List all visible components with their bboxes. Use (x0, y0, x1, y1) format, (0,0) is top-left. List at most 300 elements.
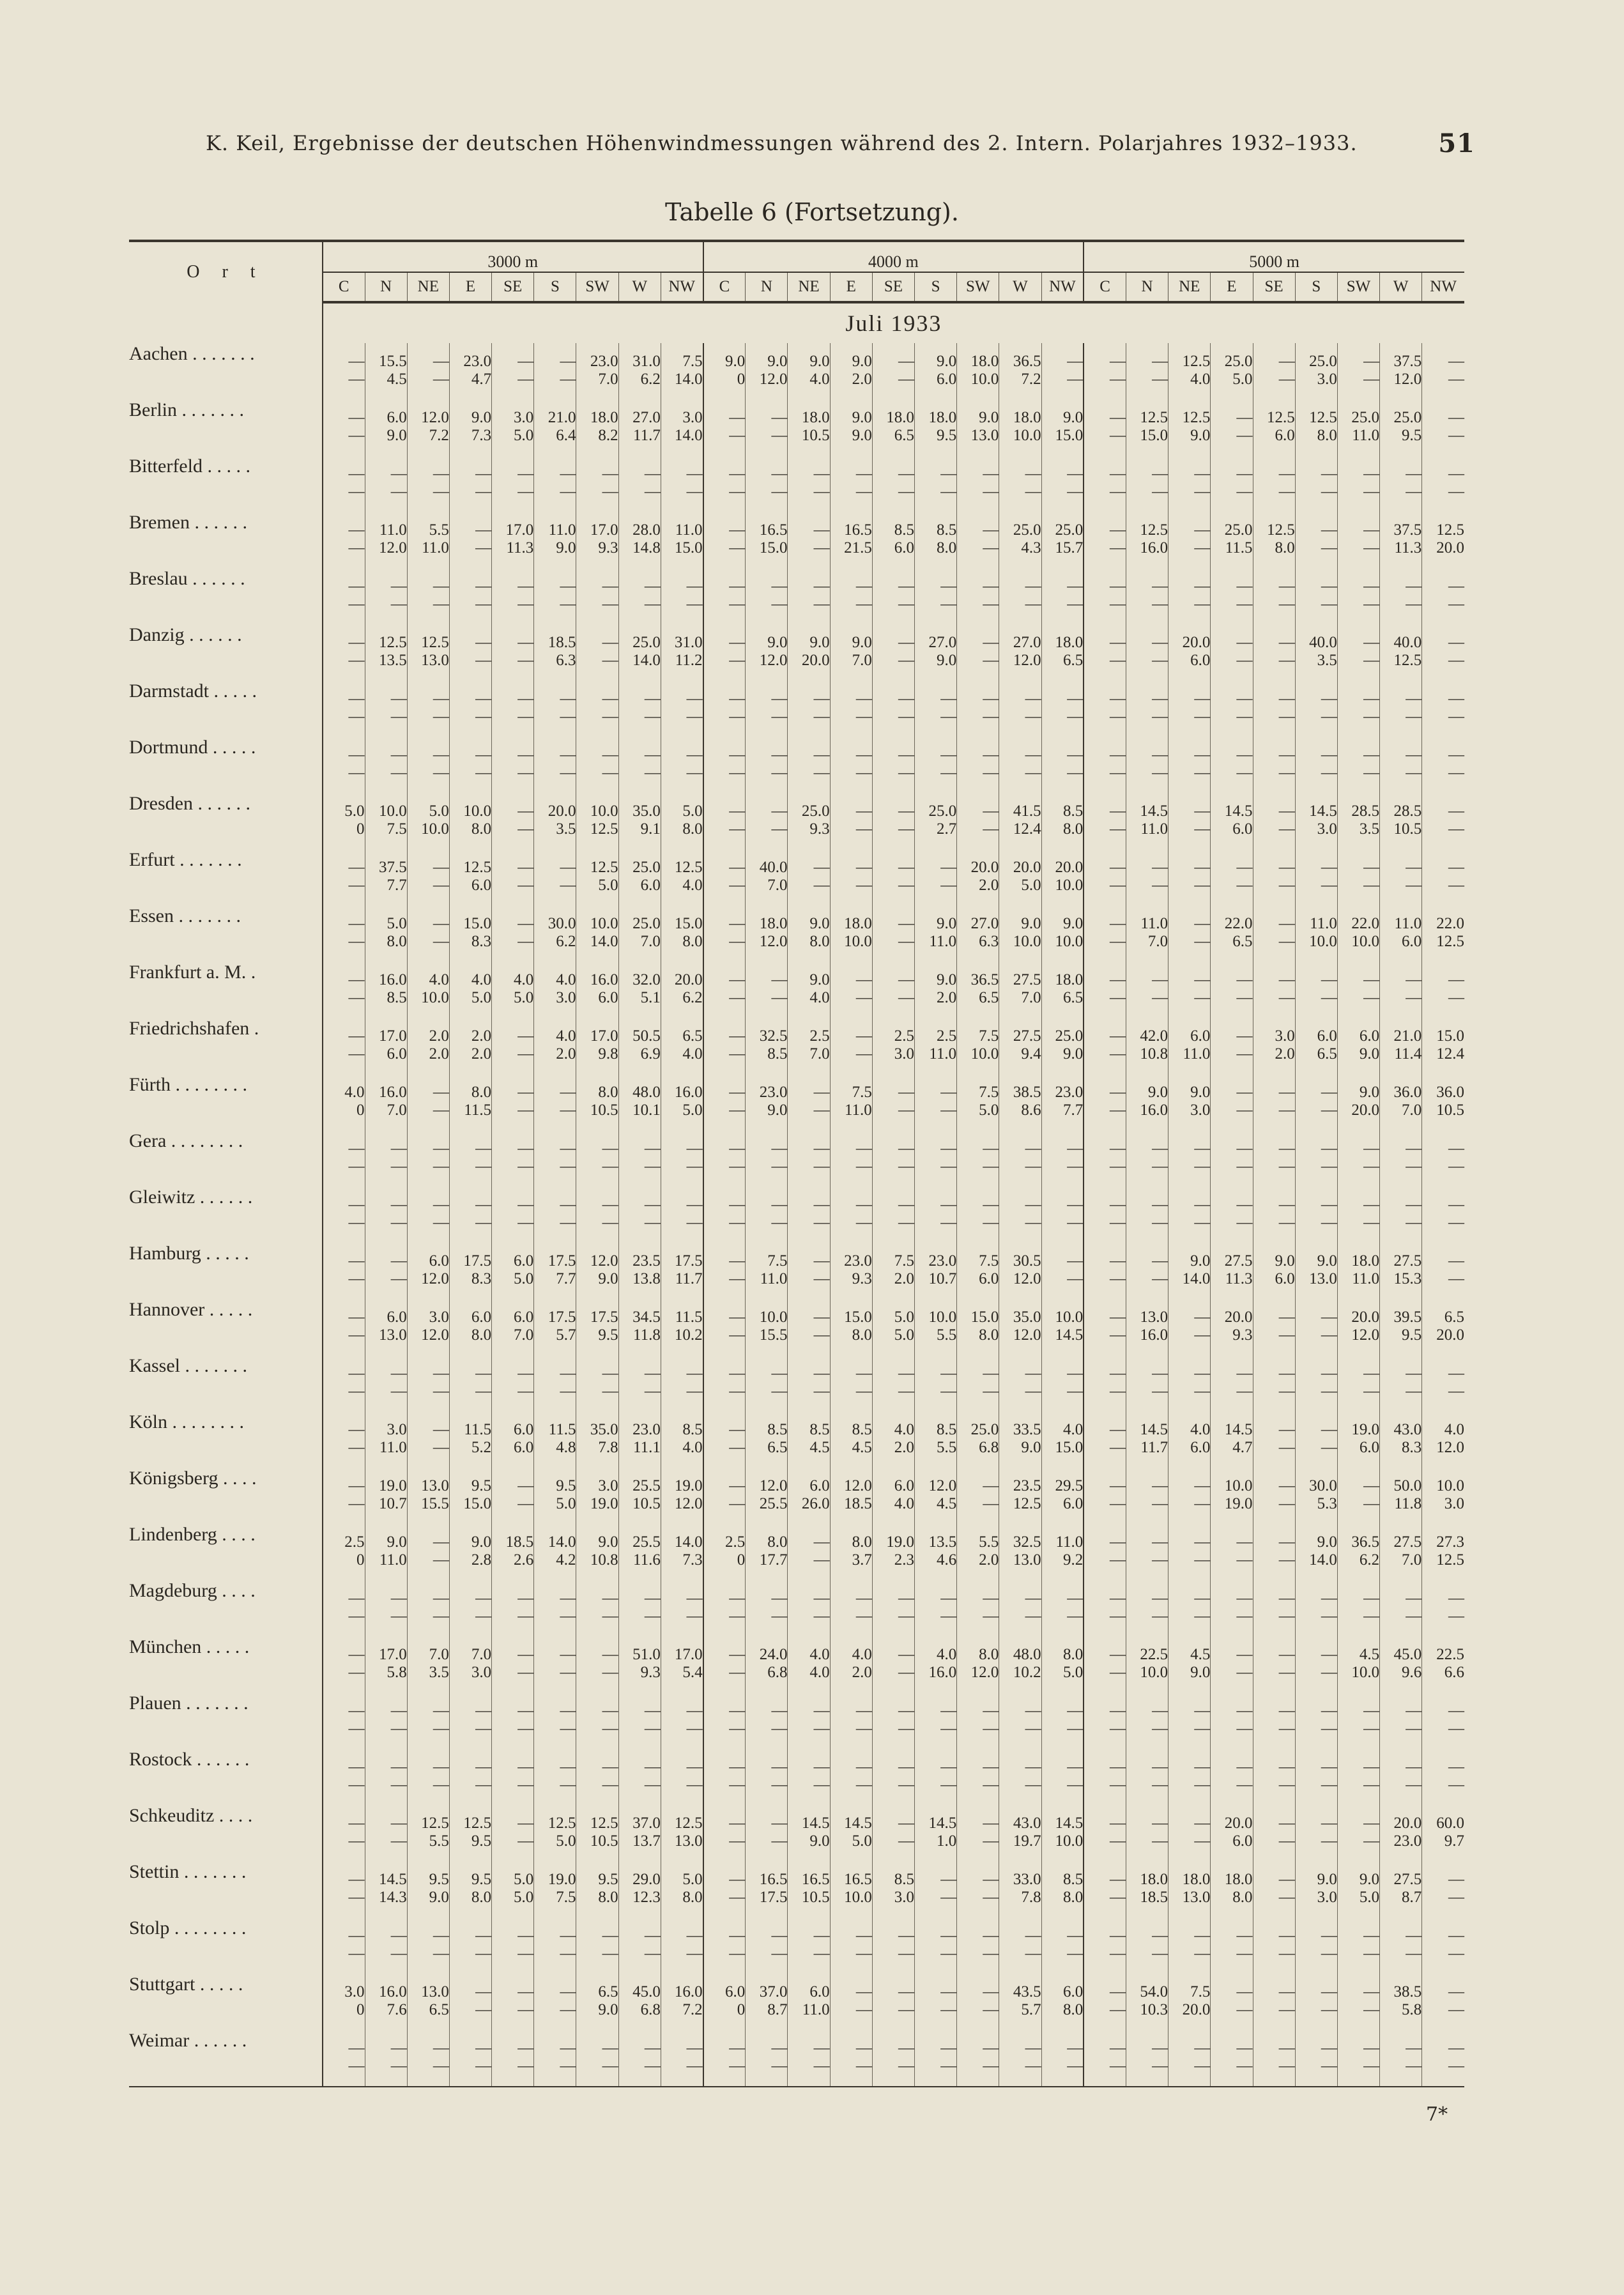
direction-header: N (746, 272, 788, 302)
table-cell: 9.0 (1295, 1861, 1337, 1889)
table-cell: 8.5 (661, 1411, 703, 1439)
table-cell: 13.0 (407, 1468, 449, 1495)
table-cell: 5.0 (1041, 1664, 1084, 1692)
table-cell: 20.0 (788, 652, 830, 680)
station-row (129, 1158, 1464, 1186)
direction-header: NE (788, 272, 830, 302)
table-cell: 7.0 (576, 371, 618, 399)
table-cell: 11.0 (1295, 905, 1337, 933)
table-cell: — (661, 764, 703, 793)
table-cell: 27.0 (999, 624, 1041, 652)
table-cell: 14.5 (1211, 793, 1253, 820)
table-cell: 37.0 (746, 1974, 788, 2001)
table-cell: — (323, 1608, 365, 1636)
table-cell: — (1422, 1974, 1464, 2001)
table-cell: — (1084, 427, 1126, 456)
table-cell: — (1041, 595, 1084, 624)
group-header-5000: 5000 m (1084, 241, 1464, 272)
station-row (129, 1608, 1464, 1636)
table-cell: — (830, 1608, 872, 1636)
table-cell: — (830, 595, 872, 624)
table-cell: 8.5 (830, 1411, 872, 1439)
table-cell: 4.8 (534, 1439, 576, 1468)
table-cell: 29.0 (618, 1861, 661, 1889)
table-cell: 5.0 (830, 1832, 872, 1861)
table-cell: 9.0 (576, 1270, 618, 1299)
table-cell: — (534, 1355, 576, 1383)
table-cell: — (449, 1720, 491, 1749)
table-cell: 16.5 (746, 512, 788, 539)
table-cell: — (1041, 1214, 1084, 1243)
table-cell: 5.0 (492, 1861, 534, 1889)
table-cell: — (323, 1355, 365, 1383)
table-cell: — (492, 708, 534, 737)
station-row (129, 708, 1464, 737)
table-cell: 9.5 (1380, 427, 1422, 456)
table-cell: 35.0 (576, 1411, 618, 1439)
table-cell: 14.0 (661, 371, 703, 399)
table-cell: — (830, 1355, 872, 1383)
table-cell: — (957, 1214, 999, 1243)
table-cell: — (1253, 568, 1295, 595)
table-cell: — (1084, 989, 1126, 1018)
table-cell: — (323, 1326, 365, 1355)
table-cell: 2.7 (915, 820, 957, 849)
table-cell: — (1126, 1832, 1168, 1861)
table-cell: 5.0 (576, 877, 618, 905)
table-cell: 26.0 (788, 1495, 830, 1524)
table-cell: — (999, 1214, 1041, 1243)
table-cell: — (788, 512, 830, 539)
table-cell: 17.0 (365, 1018, 407, 1045)
table-cell: — (323, 1383, 365, 1411)
table-cell: 45.0 (618, 1974, 661, 2001)
table-cell: 19.0 (872, 1524, 914, 1551)
table-cell: — (323, 989, 365, 1018)
table-cell: — (1337, 1158, 1379, 1186)
table-cell: — (492, 820, 534, 849)
table-cell: 40.0 (1380, 624, 1422, 652)
table-cell: 12.0 (661, 1495, 703, 1524)
station-row (129, 1130, 1464, 1158)
table-cell: — (323, 1468, 365, 1495)
table-cell: — (1211, 1355, 1253, 1383)
table-cell: 9.5 (449, 1861, 491, 1889)
table-cell: — (788, 680, 830, 708)
table-cell: — (915, 1974, 957, 2001)
table-cell: — (1422, 737, 1464, 764)
table-cell: — (1253, 1299, 1295, 1326)
table-cell: — (323, 1270, 365, 1299)
table-cell: 4.0 (1168, 371, 1211, 399)
table-cell: 6.0 (788, 1974, 830, 2001)
table-cell: — (1380, 680, 1422, 708)
table-cell: 10.8 (1126, 1045, 1168, 1074)
table-cell: — (957, 764, 999, 793)
station-row (129, 989, 1464, 1018)
table-cell: — (1253, 1468, 1295, 1495)
table-cell: — (872, 1664, 914, 1692)
table-cell: — (999, 2057, 1041, 2087)
table-cell: — (407, 764, 449, 793)
table-cell: — (1337, 1974, 1379, 2001)
table-cell: — (576, 1664, 618, 1692)
table-cell: — (365, 1776, 407, 1805)
table-cell: — (492, 1720, 534, 1749)
station-name: Stolp . . . . . . . . (129, 1917, 247, 1938)
table-cell: 9.0 (915, 962, 957, 989)
table-cell: — (1337, 568, 1379, 595)
table-cell: — (1084, 343, 1126, 371)
table-cell: 8.5 (915, 512, 957, 539)
table-cell: 16.0 (915, 1664, 957, 1692)
table-cell: 8.0 (1253, 539, 1295, 568)
table-cell: — (830, 1130, 872, 1158)
table-cell: — (703, 905, 746, 933)
table-cell: — (1084, 1101, 1126, 1130)
table-cell: — (1337, 680, 1379, 708)
table-cell: 15.0 (449, 905, 491, 933)
table-cell: — (449, 1355, 491, 1383)
station-row (129, 1889, 1464, 1917)
table-cell: 13.0 (999, 1551, 1041, 1580)
table-cell: 11.3 (492, 539, 534, 568)
table-cell: — (746, 989, 788, 1018)
table-cell: — (1168, 1551, 1211, 1580)
table-cell: 9.0 (999, 1439, 1041, 1468)
table-cell: 16.0 (365, 962, 407, 989)
month-row (129, 302, 1464, 343)
table-cell: 11.0 (661, 512, 703, 539)
table-cell: — (1126, 2030, 1168, 2057)
table-cell: — (1380, 1917, 1422, 1945)
table-cell: — (872, 1608, 914, 1636)
table-cell: — (830, 2030, 872, 2057)
table-cell: — (1380, 1580, 1422, 1608)
station-row (129, 427, 1464, 456)
table-cell: — (957, 595, 999, 624)
table-cell: 7.0 (746, 877, 788, 905)
table-cell: — (872, 343, 914, 371)
station-row (129, 1383, 1464, 1411)
table-cell: — (1337, 539, 1379, 568)
direction-header: S (915, 272, 957, 302)
table-cell: — (999, 595, 1041, 624)
station-row (129, 1692, 1464, 1720)
table-cell: — (703, 1101, 746, 1130)
table-cell: — (1422, 1383, 1464, 1411)
table-cell: 3.0 (449, 1664, 491, 1692)
table-cell: — (915, 1101, 957, 1130)
table-cell: 2.0 (872, 1270, 914, 1299)
table-cell: 8.0 (830, 1326, 872, 1355)
table-cell: — (1253, 624, 1295, 652)
table-cell: — (1380, 1158, 1422, 1186)
table-cell: 0 (703, 2001, 746, 2030)
table-cell: 8.0 (365, 933, 407, 962)
table-cell: 10.0 (1041, 877, 1084, 905)
table-cell: — (365, 1945, 407, 1974)
table-cell: 9.0 (788, 624, 830, 652)
table-cell: 27.0 (957, 905, 999, 933)
table-cell: — (1422, 595, 1464, 624)
table-cell: — (999, 708, 1041, 737)
table-cell: — (703, 1749, 746, 1776)
table-cell: 9.0 (788, 905, 830, 933)
table-cell: 3.0 (1253, 1018, 1295, 1045)
direction-header: C (1084, 272, 1126, 302)
table-cell: 17.7 (746, 1551, 788, 1580)
table-cell: — (1211, 1130, 1253, 1158)
station-row (129, 793, 1464, 820)
table-cell: — (703, 877, 746, 905)
table-cell: — (1211, 877, 1253, 905)
table-cell: 11.7 (661, 1270, 703, 1299)
table-cell: — (365, 1270, 407, 1299)
table-cell: — (407, 1074, 449, 1101)
table-cell: 9.3 (576, 539, 618, 568)
table-cell: 6.0 (1168, 1018, 1211, 1045)
table-cell: — (746, 1355, 788, 1383)
table-cell: — (1295, 849, 1337, 877)
table-cell: — (1211, 427, 1253, 456)
table-cell: — (1168, 1299, 1211, 1326)
table-cell: 5.0 (492, 1889, 534, 1917)
table-cell: 12.5 (1126, 399, 1168, 427)
table-cell: 3.5 (1337, 820, 1379, 849)
table-cell: 15.7 (1041, 539, 1084, 568)
table-cell: — (1295, 708, 1337, 737)
table-cell: 6.0 (1168, 1439, 1211, 1468)
table-cell: 16.0 (661, 1974, 703, 2001)
table-cell: — (1295, 1186, 1337, 1214)
table-cell: — (365, 1580, 407, 1608)
table-cell: — (1084, 1186, 1126, 1214)
table-cell: — (703, 1355, 746, 1383)
table-cell: 11.5 (1211, 539, 1253, 568)
table-cell: — (1126, 595, 1168, 624)
table-cell: — (534, 371, 576, 399)
table-cell: 10.0 (1337, 933, 1379, 962)
table-cell: 7.0 (999, 989, 1041, 1018)
table-cell: — (365, 737, 407, 764)
table-cell: — (618, 483, 661, 512)
table-cell: 12.5 (534, 1805, 576, 1832)
table-cell: 23.0 (618, 1411, 661, 1439)
table-cell: — (323, 1018, 365, 1045)
group-header-row (129, 241, 1464, 272)
table-cell: — (1253, 1074, 1295, 1101)
table-cell: 11.5 (449, 1411, 491, 1439)
table-cell: — (957, 708, 999, 737)
table-cell: — (323, 1158, 365, 1186)
table-cell: — (703, 1018, 746, 1045)
table-cell: 2.0 (957, 877, 999, 905)
table-cell: — (957, 1776, 999, 1805)
table-cell: — (1295, 1692, 1337, 1720)
table-cell: — (1126, 680, 1168, 708)
table-cell: 11.7 (1126, 1439, 1168, 1468)
table-cell: 10.7 (365, 1495, 407, 1524)
table-cell: 11.0 (407, 539, 449, 568)
table-cell: — (872, 1101, 914, 1130)
table-cell: — (323, 1243, 365, 1270)
table-cell: — (872, 1214, 914, 1243)
table-cell: — (872, 1383, 914, 1411)
table-cell: 6.0 (365, 1299, 407, 1326)
table-cell: — (534, 1917, 576, 1945)
station-name: Schkeuditz . . . . (129, 1805, 253, 1826)
table-cell: — (534, 764, 576, 793)
table-cell: 10.5 (788, 427, 830, 456)
table-cell: 18.0 (576, 399, 618, 427)
table-cell: — (1422, 1692, 1464, 1720)
table-cell: — (746, 1608, 788, 1636)
table-cell: — (957, 1889, 999, 1917)
table-cell: 8.5 (746, 1045, 788, 1074)
table-cell: — (492, 1832, 534, 1861)
table-cell: 23.5 (999, 1468, 1041, 1495)
table-cell: 38.5 (1380, 1974, 1422, 2001)
table-cell: 8.0 (1211, 1889, 1253, 1917)
table-cell: 3.0 (1168, 1101, 1211, 1130)
table-cell: 5.7 (534, 1326, 576, 1355)
table-cell: — (746, 1130, 788, 1158)
table-cell: — (1084, 1945, 1126, 1974)
table-cell: 6.0 (915, 371, 957, 399)
table-cell: — (365, 456, 407, 483)
table-cell: — (365, 568, 407, 595)
table-cell: — (323, 539, 365, 568)
table-cell: — (661, 1608, 703, 1636)
table-cell: — (1084, 595, 1126, 624)
table-cell: — (534, 1720, 576, 1749)
station-row (129, 905, 1464, 933)
table-cell: — (407, 2030, 449, 2057)
table-cell: 6.5 (1211, 933, 1253, 962)
table-cell: 18.0 (957, 343, 999, 371)
table-cell: 9.5 (407, 1861, 449, 1889)
table-cell: 27.5 (1211, 1243, 1253, 1270)
table-cell: — (872, 1805, 914, 1832)
table-cell: 5.0 (449, 989, 491, 1018)
station-name: Köln . . . . . . . . (129, 1411, 244, 1432)
table-cell: 5.5 (407, 1832, 449, 1861)
table-cell: 25.5 (618, 1468, 661, 1495)
table-cell: 14.0 (661, 1524, 703, 1551)
table-cell: — (1337, 1608, 1379, 1636)
table-cell: — (1253, 1355, 1295, 1383)
table-cell: — (365, 1130, 407, 1158)
table-cell: — (872, 962, 914, 989)
direction-header: E (1211, 272, 1253, 302)
table-cell: — (1168, 2030, 1211, 2057)
table-cell: — (1168, 1130, 1211, 1158)
table-cell: — (746, 568, 788, 595)
table-cell: 4.5 (1168, 1636, 1211, 1664)
table-cell: 21.5 (830, 539, 872, 568)
table-cell: — (323, 1439, 365, 1468)
table-cell: 10.0 (576, 793, 618, 820)
table-cell: — (1168, 1805, 1211, 1832)
table-cell: 15.5 (365, 343, 407, 371)
table-cell: — (1211, 568, 1253, 595)
table-cell: 13.7 (618, 1832, 661, 1861)
table-cell: 14.5 (788, 1805, 830, 1832)
station-name: München . . . . . (129, 1636, 250, 1657)
table-cell: — (661, 1383, 703, 1411)
table-cell: — (576, 624, 618, 652)
table-cell: 5.0 (534, 1495, 576, 1524)
table-cell: 18.0 (830, 905, 872, 933)
table-cell: — (1084, 2001, 1126, 2030)
table-cell: — (323, 1186, 365, 1214)
table-cell: 6.3 (957, 933, 999, 962)
table-cell: — (407, 595, 449, 624)
table-cell: 7.8 (576, 1439, 618, 1468)
table-cell: — (703, 708, 746, 737)
table-cell: — (1253, 905, 1295, 933)
table-cell: — (788, 483, 830, 512)
table-cell: — (915, 849, 957, 877)
table-cell: 10.5 (1422, 1101, 1464, 1130)
table-cell: — (999, 1130, 1041, 1158)
table-cell: — (534, 1101, 576, 1130)
table-cell: — (788, 1692, 830, 1720)
table-cell: — (1380, 764, 1422, 793)
table-cell: — (1253, 1524, 1295, 1551)
table-cell: — (788, 456, 830, 483)
table-cell: — (788, 849, 830, 877)
table-cell: — (1041, 483, 1084, 512)
station-row (129, 1636, 1464, 1664)
table-cell: — (1380, 1186, 1422, 1214)
table-cell: 22.5 (1422, 1636, 1464, 1664)
table-cell: 7.5 (957, 1074, 999, 1101)
table-cell: 6.9 (618, 1045, 661, 1074)
table-cell: — (449, 1214, 491, 1243)
table-cell: — (1337, 1805, 1379, 1832)
table-cell: — (534, 1636, 576, 1664)
table-cell: — (492, 680, 534, 708)
table-cell: — (1168, 708, 1211, 737)
table-cell: 6.0 (492, 1299, 534, 1326)
station-name: Essen . . . . . . . (129, 905, 241, 926)
table-cell: 6.0 (1041, 1495, 1084, 1524)
table-cell: — (999, 1580, 1041, 1608)
table-cell: — (703, 1608, 746, 1636)
table-cell: — (1337, 708, 1379, 737)
table-cell: — (746, 1214, 788, 1243)
table-cell: — (1380, 737, 1422, 764)
table-bottom-rule (129, 2087, 1464, 2090)
table-cell: — (1126, 1355, 1168, 1383)
table-cell: 30.5 (999, 1243, 1041, 1270)
table-cell: — (1084, 1045, 1126, 1074)
table-cell: — (703, 1270, 746, 1299)
table-cell: — (576, 1636, 618, 1664)
station-row (129, 1551, 1464, 1580)
table-cell: 10.5 (1380, 820, 1422, 849)
table-cell: 7.0 (407, 1636, 449, 1664)
table-cell: — (830, 1186, 872, 1214)
table-cell: — (703, 2030, 746, 2057)
table-cell: 6.0 (449, 1299, 491, 1326)
table-cell: 14.5 (1126, 793, 1168, 820)
table-cell: — (915, 456, 957, 483)
table-cell: 18.0 (999, 399, 1041, 427)
table-cell: 10.0 (1041, 933, 1084, 962)
